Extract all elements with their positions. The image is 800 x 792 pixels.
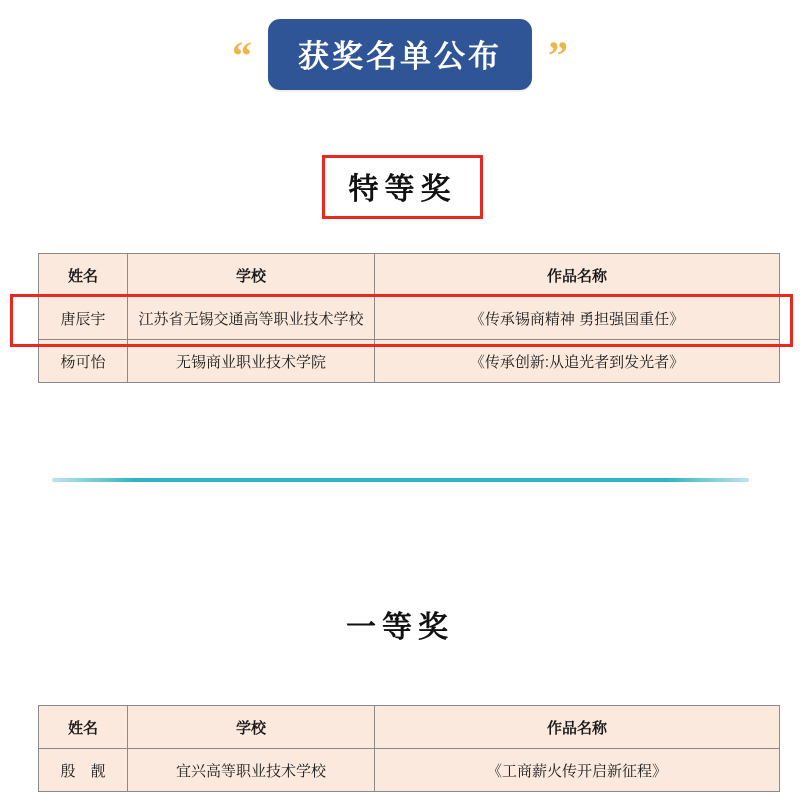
section-divider	[52, 478, 749, 482]
cell-work: 《传承创新:从追光者到发光者》	[375, 340, 780, 383]
table-header-row	[39, 254, 780, 297]
column-header-school: 学校	[128, 254, 375, 297]
cell-name: 杨可怡	[39, 340, 128, 383]
header-banner	[0, 14, 800, 94]
table-row	[39, 749, 780, 792]
quote-left-icon: “	[232, 33, 252, 78]
table-header-row	[39, 706, 780, 749]
cell-name: 殷 靓	[39, 749, 128, 792]
cell-work: 《工商薪火传开启新征程》	[375, 749, 780, 792]
column-header-work: 作品名称	[375, 254, 780, 297]
cell-work: 《传承锡商精神 勇担强国重任》	[375, 297, 780, 340]
cell-school: 无锡商业职业技术学院	[128, 340, 375, 383]
cell-school: 宜兴高等职业技术学校	[128, 749, 375, 792]
column-header-name: 姓名	[39, 254, 128, 297]
column-header-work: 作品名称	[375, 706, 780, 749]
table-row	[39, 340, 780, 383]
table-row	[39, 297, 780, 340]
column-header-school: 学校	[128, 706, 375, 749]
page-title: 获奖名单公布	[268, 19, 532, 90]
quote-right-icon: ”	[548, 33, 568, 78]
cell-school: 江苏省无锡交通高等职业技术学校	[128, 297, 375, 340]
column-header-name: 姓名	[39, 706, 128, 749]
award-table-special	[38, 253, 780, 383]
cell-name: 唐辰宇	[39, 297, 128, 340]
section-title-first: 一等奖	[346, 611, 454, 644]
section-title-special: 特等奖	[322, 155, 483, 219]
award-table-first	[38, 705, 780, 792]
